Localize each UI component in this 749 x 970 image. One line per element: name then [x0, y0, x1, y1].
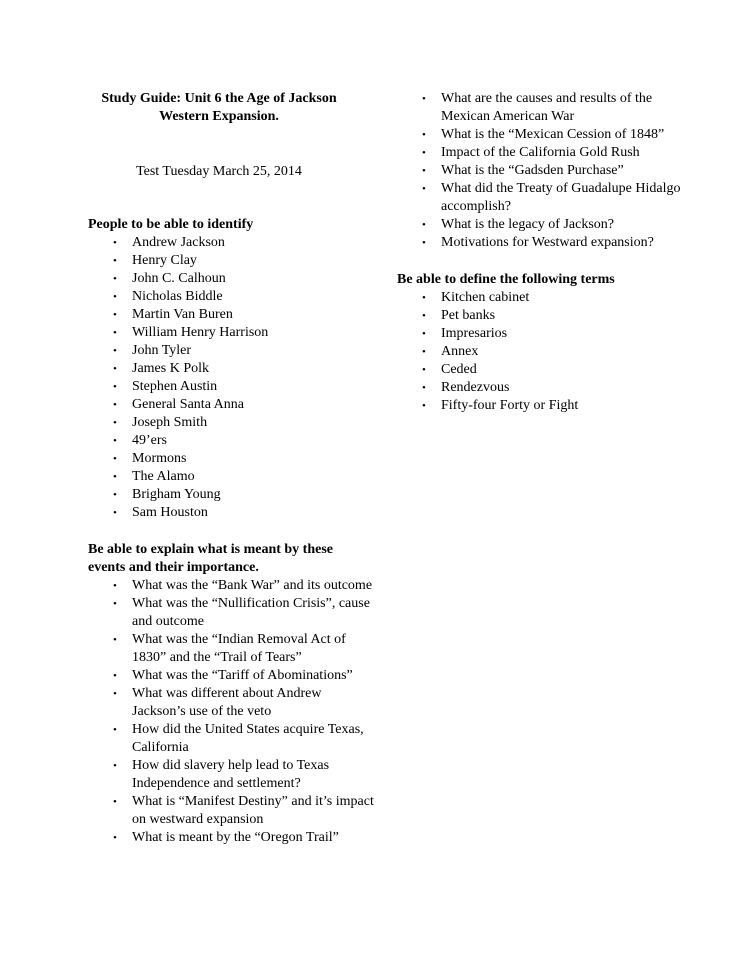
event-item-text: How did slavery help lead to Texas Independence and settlement? [132, 758, 330, 791]
event-item [88, 757, 378, 793]
person-item-text: Henry Clay [132, 253, 197, 268]
bullet-icon: • [422, 400, 426, 412]
bullet-icon: • [113, 363, 117, 375]
bullet-icon: • [113, 489, 117, 501]
person-item-text: The Alamo [132, 469, 195, 484]
person-item [88, 252, 378, 270]
term-item-text: Pet banks [441, 308, 496, 323]
event-item-text: Motivations for Westward expansion? [441, 235, 654, 250]
event-item-text: How did the United States acquire Texas, California [132, 722, 364, 755]
bullet-icon: • [113, 327, 117, 339]
events-heading-line-2: events and their importance. [88, 560, 259, 575]
bullet-icon: • [422, 346, 426, 358]
event-item [88, 685, 378, 721]
event-item-text: Impact of the California Gold Rush [441, 145, 640, 160]
bullet-icon: • [113, 832, 117, 844]
terms-list [397, 289, 687, 415]
events-heading-line-1: Be able to explain what is meant by these [88, 542, 333, 557]
event-item [88, 595, 378, 631]
event-item-text: What are the causes and results of the Mexican American War [441, 91, 653, 124]
bullet-icon: • [422, 129, 426, 141]
bullet-icon: • [422, 93, 426, 105]
person-item-text: William Henry Harrison [132, 325, 269, 340]
events-list [88, 577, 378, 847]
person-item [88, 450, 378, 468]
terms-heading: Be able to define the following terms [397, 272, 615, 287]
term-item-text: Rendezvous [441, 380, 510, 395]
person-item [88, 234, 378, 252]
person-item [88, 288, 378, 306]
person-item [88, 396, 378, 414]
person-item [88, 378, 378, 396]
term-item [397, 397, 687, 415]
title-line-2: Western Expansion. [159, 109, 279, 124]
right-column [397, 90, 687, 415]
person-item-text: John Tyler [132, 343, 192, 358]
person-item-text: Sam Houston [132, 505, 208, 520]
term-item-text: Impresarios [441, 326, 508, 341]
event-item-text: What was the “Indian Removal Act of 1830” and the “Trail of Tears” [132, 632, 346, 665]
event-item-text: What is meant by the “Oregon Trail” [132, 830, 339, 845]
bullet-icon: • [113, 580, 117, 592]
bullet-icon: • [113, 291, 117, 303]
events-heading [88, 541, 378, 577]
events-continued-list [397, 90, 687, 252]
person-item [88, 504, 378, 522]
person-item-text: Martin Van Buren [132, 307, 233, 322]
person-item-text: Andrew Jackson [132, 235, 225, 250]
bullet-icon: • [113, 453, 117, 465]
bullet-icon: • [113, 435, 117, 447]
person-item [88, 324, 378, 342]
term-item-text: Fifty-four Forty or Fight [441, 398, 579, 413]
bullet-icon: • [113, 273, 117, 285]
person-item-text: Nicholas Biddle [132, 289, 223, 304]
bullet-icon: • [422, 147, 426, 159]
bullet-icon: • [422, 165, 426, 177]
person-item [88, 270, 378, 288]
event-item-text: What is “Manifest Destiny” and it’s impact on westward expansion [132, 794, 374, 827]
bullet-icon: • [113, 796, 117, 808]
bullet-icon: • [113, 724, 117, 736]
bullet-icon: • [422, 292, 426, 304]
term-item [397, 289, 687, 307]
bullet-icon: • [113, 688, 117, 700]
person-item [88, 306, 378, 324]
person-item-text: General Santa Anna [132, 397, 244, 412]
person-item [88, 486, 378, 504]
bullet-icon: • [113, 381, 117, 393]
title-line-1: Study Guide: Unit 6 the Age of Jackson [101, 91, 337, 106]
test-date: Test Tuesday March 25, 2014 [136, 164, 302, 179]
event-item-text: What is the “Mexican Cession of 1848” [441, 127, 665, 142]
term-item [397, 307, 687, 325]
term-item-text: Ceded [441, 362, 477, 377]
event-item [397, 234, 687, 252]
bullet-icon: • [422, 219, 426, 231]
term-item [397, 361, 687, 379]
bullet-icon: • [113, 417, 117, 429]
event-item-text: What did the Treaty of Guadalupe Hidalgo accomplish? [441, 181, 681, 214]
bullet-icon: • [113, 237, 117, 249]
bullet-icon: • [422, 364, 426, 376]
person-item-text: Brigham Young [132, 487, 221, 502]
bullet-icon: • [422, 310, 426, 322]
event-item [397, 126, 687, 144]
term-item [397, 325, 687, 343]
person-item [88, 360, 378, 378]
bullet-icon: • [113, 471, 117, 483]
event-item [88, 793, 378, 829]
event-item [397, 180, 687, 216]
event-item [397, 144, 687, 162]
bullet-icon: • [422, 328, 426, 340]
bullet-icon: • [422, 237, 426, 249]
person-item-text: Stephen Austin [132, 379, 218, 394]
person-item [88, 414, 378, 432]
event-item [397, 162, 687, 180]
event-item-text: What was the “Nullification Crisis”, cause and outcome [132, 596, 370, 629]
term-item-text: Annex [441, 344, 479, 359]
event-item [88, 721, 378, 757]
event-item-text: What is the legacy of Jackson? [441, 217, 614, 232]
event-item [88, 667, 378, 685]
person-item [88, 342, 378, 360]
person-item [88, 432, 378, 450]
bullet-icon: • [113, 399, 117, 411]
people-heading: People to be able to identify [88, 217, 254, 232]
person-item-text: 49’ers [132, 433, 167, 448]
event-item-text: What was different about Andrew Jackson’s use of the veto [132, 686, 322, 719]
bullet-icon: • [113, 670, 117, 682]
person-item [88, 468, 378, 486]
event-item [88, 829, 378, 847]
term-item-text: Kitchen cabinet [441, 290, 530, 305]
event-item-text: What was the “Tariff of Abominations” [132, 668, 353, 683]
term-item [397, 343, 687, 361]
bullet-icon: • [422, 183, 426, 195]
person-item-text: James K Polk [132, 361, 209, 376]
event-item [88, 631, 378, 667]
term-item [397, 379, 687, 397]
event-item [397, 216, 687, 234]
document-title [88, 90, 350, 126]
person-item-text: Joseph Smith [132, 415, 208, 430]
bullet-icon: • [113, 760, 117, 772]
bullet-icon: • [113, 634, 117, 646]
people-list [88, 234, 378, 522]
person-item-text: John C. Calhoun [132, 271, 226, 286]
event-item [88, 577, 378, 595]
bullet-icon: • [113, 507, 117, 519]
bullet-icon: • [113, 255, 117, 267]
left-column [88, 90, 378, 847]
bullet-icon: • [422, 382, 426, 394]
person-item-text: Mormons [132, 451, 187, 466]
event-item [397, 90, 687, 126]
bullet-icon: • [113, 345, 117, 357]
event-item-text: What is the “Gadsden Purchase” [441, 163, 624, 178]
bullet-icon: • [113, 598, 117, 610]
bullet-icon: • [113, 309, 117, 321]
event-item-text: What was the “Bank War” and its outcome [132, 578, 373, 593]
